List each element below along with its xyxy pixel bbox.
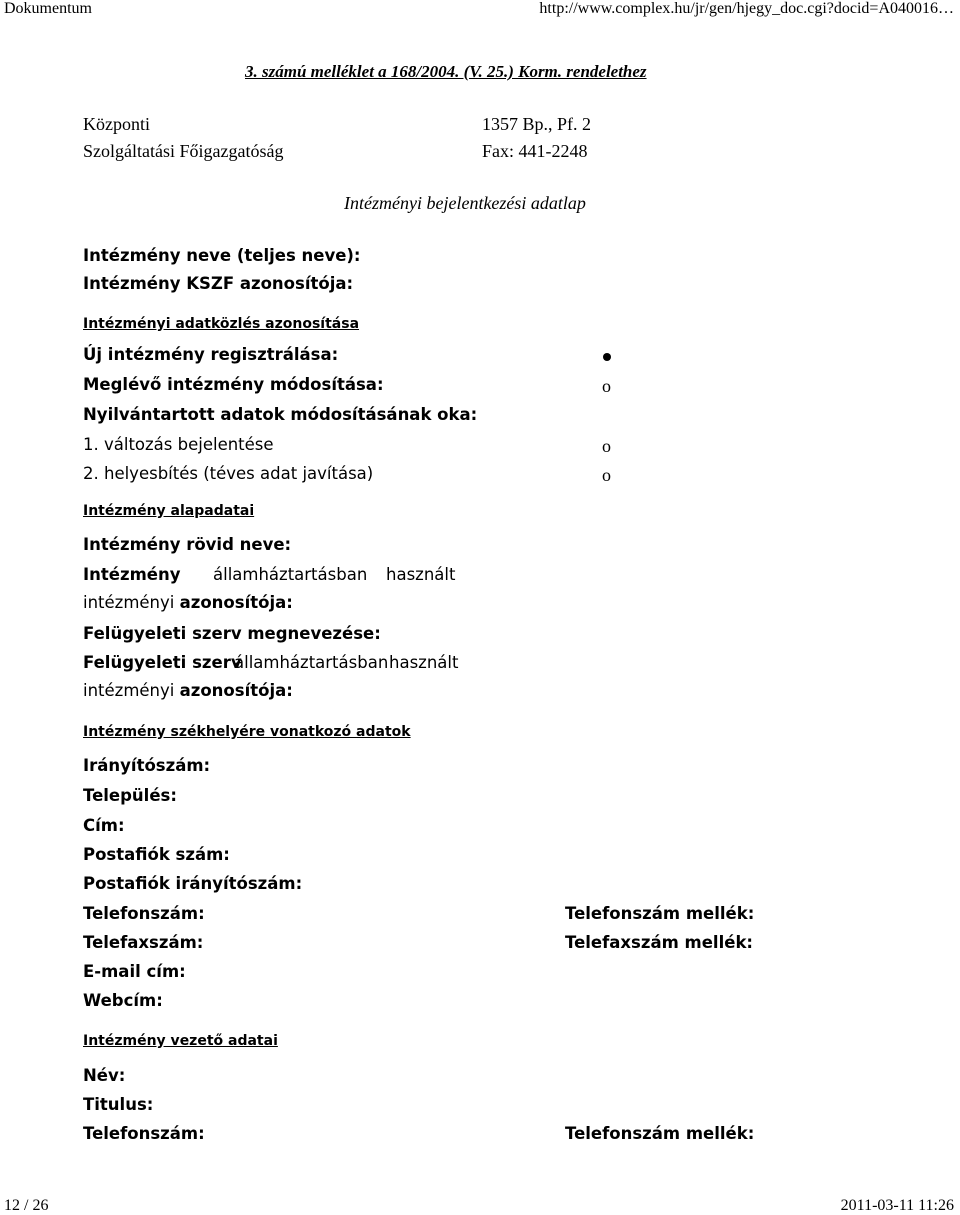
short-name-label: Intézmény rövid neve: (83, 535, 292, 554)
address-label: Cím: (83, 816, 125, 835)
reason-option-1-radio[interactable]: o (602, 436, 611, 456)
inst-full-name-label: Intézmény neve (teljes neve): (83, 246, 361, 265)
modification-reason-label: Nyilvántartott adatok módosításának oka: (83, 405, 478, 424)
section-data-reporting: Intézményi adatközlés azonosítása (83, 316, 360, 332)
city-label: Település: (83, 786, 177, 805)
head-title-label: Titulus: (83, 1095, 154, 1114)
supervisor-id-label-word3: használt (389, 653, 459, 672)
modify-institution-radio[interactable]: o (602, 376, 611, 396)
zip-label: Irányítószám: (83, 756, 211, 775)
supervisor-name-label: Felügyeleti szerv megnevezése: (83, 624, 381, 643)
treasury-id-label-word3: használt (386, 565, 456, 584)
supervisor-id-label-line1: Felügyeleti szerv (83, 653, 242, 672)
email-label: E-mail cím: (83, 962, 186, 981)
section-head-data: Intézmény vezető adatai (83, 1033, 278, 1049)
treasury-id-label-line1: Intézmény (83, 565, 181, 584)
head-phone-ext-label: Telefonszám mellék: (565, 1124, 755, 1143)
phone-label: Telefonszám: (83, 904, 205, 923)
phone-ext-label: Telefonszám mellék: (565, 904, 755, 923)
head-name-label: Név: (83, 1066, 126, 1085)
inst-kszf-id-label: Intézmény KSZF azonosítója: (83, 274, 354, 293)
print-header-title: Dokumentum (4, 0, 92, 17)
address-line-2: Fax: 441-2248 (482, 141, 588, 161)
sender-line-1: Központi (83, 114, 150, 134)
section-basic-data: Intézmény alapadatai (83, 503, 255, 519)
reason-option-2-radio[interactable]: o (602, 465, 611, 485)
print-footer-page-number: 12 / 26 (4, 1197, 49, 1214)
print-footer-timestamp: 2011-03-11 11:26 (840, 1197, 954, 1214)
treasury-id-label-word2: államháztartásban (213, 565, 368, 584)
new-registration-radio-selected[interactable] (603, 353, 611, 361)
head-phone-label: Telefonszám: (83, 1124, 205, 1143)
treasury-id-label-line2: intézményi azonosítója: (83, 593, 293, 612)
fax-label: Telefaxszám: (83, 933, 204, 952)
pobox-zip-label: Postafiók irányítószám: (83, 874, 303, 893)
annex-title: 3. számú melléklet a 168/2004. (V. 25.) Korm. rendelethez (245, 62, 647, 81)
sender-line-2: Szolgáltatási Főigazgatóság (83, 141, 284, 161)
reason-option-2-label: 2. helyesbítés (téves adat javítása) (83, 464, 374, 483)
new-registration-label: Új intézmény regisztrálása: (83, 345, 339, 364)
print-header-url: http://www.complex.hu/jr/gen/hjegy_doc.cgi?docid=A040016… (539, 0, 954, 17)
pobox-label: Postafiók szám: (83, 845, 230, 864)
web-label: Webcím: (83, 991, 163, 1010)
reason-option-1-label: 1. változás bejelentése (83, 435, 274, 454)
form-title: Intézményi bejelentkezési adatlap (344, 193, 586, 213)
supervisor-id-label-word2: államháztartásban (234, 653, 389, 672)
section-seat-data: Intézmény székhelyére vonatkozó adatok (83, 724, 411, 740)
fax-ext-label: Telefaxszám mellék: (565, 933, 754, 952)
address-line-1: 1357 Bp., Pf. 2 (482, 114, 592, 134)
supervisor-id-label-line2: intézményi azonosítója: (83, 681, 293, 700)
modify-institution-label: Meglévő intézmény módosítása: (83, 375, 384, 394)
